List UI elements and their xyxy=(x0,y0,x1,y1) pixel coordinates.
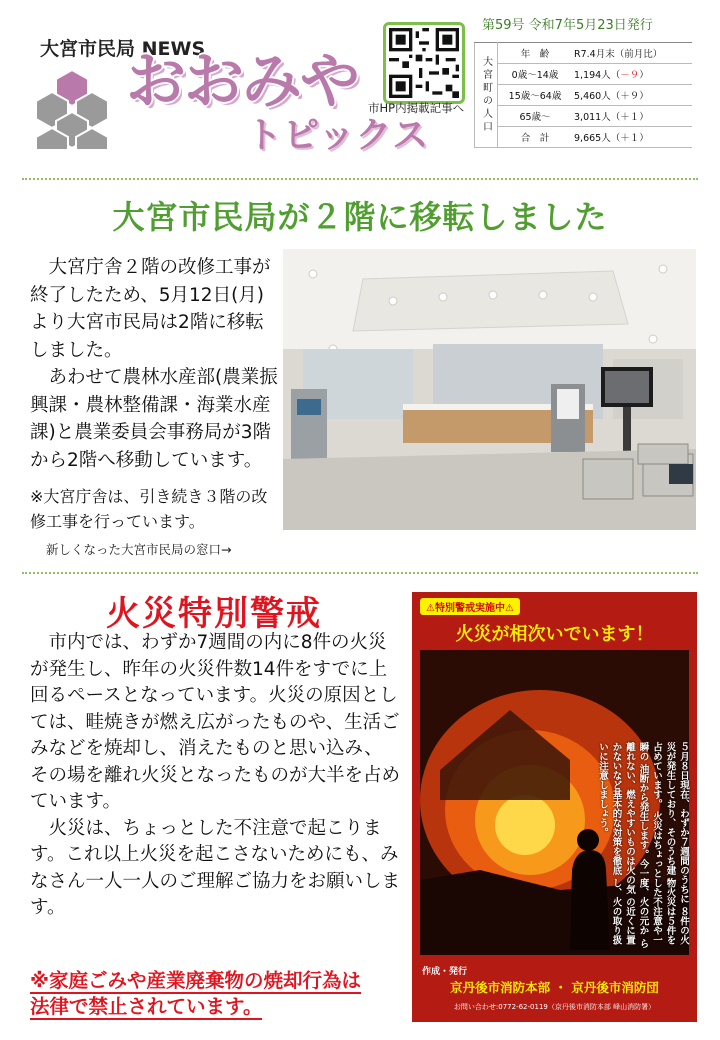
age-cell: 65歳～ xyxy=(498,106,573,127)
news-label: 大宮市民局 NEWS xyxy=(40,38,206,60)
divider xyxy=(22,572,698,574)
poster-message: ５月８日現在、わずか７週間のうちに ８件の火災が発生しており、そのうち建 物火災は５件を占めています。 火災はちょっとした不注意や一瞬の 油断から発生します。今一度、火の元か ら離れない、燃えやすいものは火の気 の近くに置かないなど基本的な対策を徹底 し、火の取り扱いに注意しましょう。 xyxy=(597,742,689,949)
article1-body xyxy=(30,254,278,474)
article2-para2: 火災は、ちょっとした不注意で起こります。これ以上火災を起こさないためにも、みなさん一人一人のご理解ご協力をお願いします。 xyxy=(30,817,401,918)
age-cell: 合 計 xyxy=(498,127,573,148)
office-counter-photo xyxy=(283,249,696,530)
table-row xyxy=(475,43,693,64)
article1-heading: 大宮市民局が２階に移転しました xyxy=(112,198,608,236)
age-cell: 0歳～14歳 xyxy=(498,64,573,85)
table-row xyxy=(475,64,693,85)
burning-warning xyxy=(30,968,410,1020)
poster-footer-contact: お問い合わせ:0772-62-0119（京丹後市消防本部 峰山消防署） xyxy=(453,1003,656,1011)
poster-headline: 火災が相次いでいます！ xyxy=(455,624,654,645)
age-cell: 15歳～64歳 xyxy=(498,85,573,106)
poster-footer-orgs: 京丹後市消防本部 ・ 京丹後市消防団 xyxy=(450,980,659,995)
article2-heading: 火災特別警戒 xyxy=(106,594,322,634)
value-cell: 5,460人（＋９） xyxy=(572,85,692,106)
table-row xyxy=(475,127,693,148)
population-table xyxy=(474,42,692,148)
issue-info: 第59号 令和7年5月23日発行 xyxy=(482,18,653,33)
table-row xyxy=(475,85,693,106)
photo-caption: 新しくなった大宮市民局の窓口→ xyxy=(46,542,232,557)
change-value: ＋１ xyxy=(620,133,640,144)
newsletter-title: おおみや xyxy=(126,47,358,117)
change-value: ＋９ xyxy=(620,91,640,102)
change-value: ＋１ xyxy=(620,112,640,123)
divider xyxy=(22,178,698,180)
poster-badge: ⚠特別警戒実施中⚠ xyxy=(420,598,520,615)
value-cell: 9,665人（＋１） xyxy=(572,127,692,148)
qr-code-icon xyxy=(389,28,459,98)
table-header-age: 年 齢 xyxy=(498,43,573,64)
qr-caption: 市HP内掲載記事へ xyxy=(368,101,465,115)
poster-footer-label: 作成・発行 xyxy=(422,967,468,977)
table-row xyxy=(475,106,693,127)
change-value: －９ xyxy=(620,70,640,81)
article1-para2: あわせて農林水産部(農業振興課・農林整備課・海業水産課)と農業委員会事務局が3階から2階へ移動しています。 xyxy=(30,367,278,471)
article1-para1: 大宮庁舎２階の改修工事が終了したため、5月12日(月)より大宮市民局は2階に移転しました。 xyxy=(30,257,271,361)
warning-line2: 法律で禁止されています。 xyxy=(30,995,263,1018)
population-side-label: 大宮町の人口 xyxy=(475,43,498,148)
article2-para1: 市内では、わずか7週間の内に8件の火災が発生し、昨年の火災件数14件をすでに上回るペースとなっています。火災の原因としては、畦焼きが燃え広がったものや、生活ごみなどを焼却し、消えたものと思い込み、その場を離れ火災となったものが大半を占めています。 xyxy=(30,632,401,812)
table-header-value: R7.4月末（前月比） xyxy=(572,43,692,64)
hexagon-logo xyxy=(36,68,108,150)
qr-code[interactable] xyxy=(383,22,465,104)
article1-note: ※大宮庁舎は、引き続き３階の改修工事を行っています。 xyxy=(30,487,268,531)
fire-warning-poster xyxy=(412,592,697,1022)
value-cell: 3,011人（＋１） xyxy=(572,106,692,127)
newsletter-subtitle: トピックス xyxy=(246,115,430,156)
warning-line1: ※家庭ごみや産業廃棄物の焼却行為は xyxy=(30,969,361,992)
article2-body xyxy=(30,630,400,922)
value-cell: 1,194人（－９） xyxy=(572,64,692,85)
